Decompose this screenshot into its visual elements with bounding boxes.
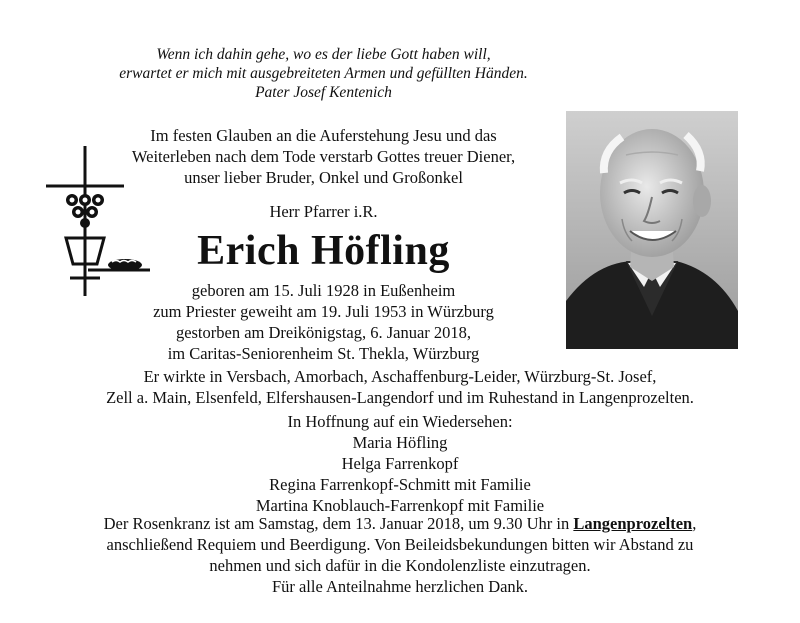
service-line-1 <box>0 513 800 534</box>
mourner-name: Martina Knoblauch-Farrenkopf mit Familie <box>255 496 545 515</box>
intro-line-3: unser lieber Bruder, Onkel und Großonkel <box>184 168 463 187</box>
service-line-3: nehmen und sich dafür in die Kondolenzliste einzutragen. <box>209 556 591 575</box>
service-place: Langenprozelten <box>573 514 693 533</box>
work-line-1: Er wirkte in Versbach, Amorbach, Aschaffenburg-Leider, Würzburg-St. Josef, <box>143 367 657 386</box>
quote-line-1: Wenn ich dahin gehe, wo es der liebe Gott haben will, <box>156 46 491 63</box>
mourner-name: Regina Farrenkopf-Schmitt mit Familie <box>269 475 531 494</box>
intro-line-1: Im festen Glauben an die Auferstehung Jesu und das <box>150 126 497 145</box>
quote-author: Pater Josef Kentenich <box>255 84 392 101</box>
service-info <box>0 513 800 597</box>
work-line-2: Zell a. Main, Elsenfeld, Elfershausen-Langendorf und im Ruhestand in Langenprozelten. <box>106 388 694 407</box>
bio-line-4: im Caritas-Seniorenheim St. Thekla, Würzburg <box>167 344 480 363</box>
mourners-heading: In Hoffnung auf ein Wiedersehen: <box>287 412 513 431</box>
portrait-photo <box>566 111 738 349</box>
epigraph-quote <box>0 45 647 102</box>
service-line-1-pre: Der Rosenkranz ist am Samstag, dem 13. Januar 2018, um 9.30 Uhr in <box>103 514 574 533</box>
mourners-list <box>0 411 800 516</box>
service-line-4: Für alle Anteilnahme herzlichen Dank. <box>271 577 529 596</box>
bio-line-1: geboren am 15. Juli 1928 in Eußenheim <box>191 281 456 300</box>
service-line-2: anschließend Requiem und Beerdigung. Von Beileidsbekundungen bitten wir Abstand zu <box>106 535 694 554</box>
deceased-name: Erich Höfling <box>197 228 450 274</box>
bio-line-3: gestorben am Dreikönigstag, 6. Januar 2018, <box>175 323 472 342</box>
deceased-title: Herr Pfarrer i.R. <box>269 202 378 221</box>
bio-line-2: zum Priester geweiht am 19. Juli 1953 in Würzburg <box>153 302 494 321</box>
parishes-text <box>0 366 800 408</box>
mourner-name: Maria Höfling <box>352 433 448 452</box>
quote-line-2: erwartet er mich mit ausgebreiteten Armen und gefüllten Händen. <box>119 65 528 82</box>
mourner-name: Helga Farrenkopf <box>341 454 459 473</box>
cross-grapes-chalice-bread-icon <box>42 146 154 298</box>
intro-line-2: Weiterleben nach dem Tode verstarb Gottes treuer Diener, <box>131 147 516 166</box>
service-line-1-post: , <box>692 514 697 533</box>
